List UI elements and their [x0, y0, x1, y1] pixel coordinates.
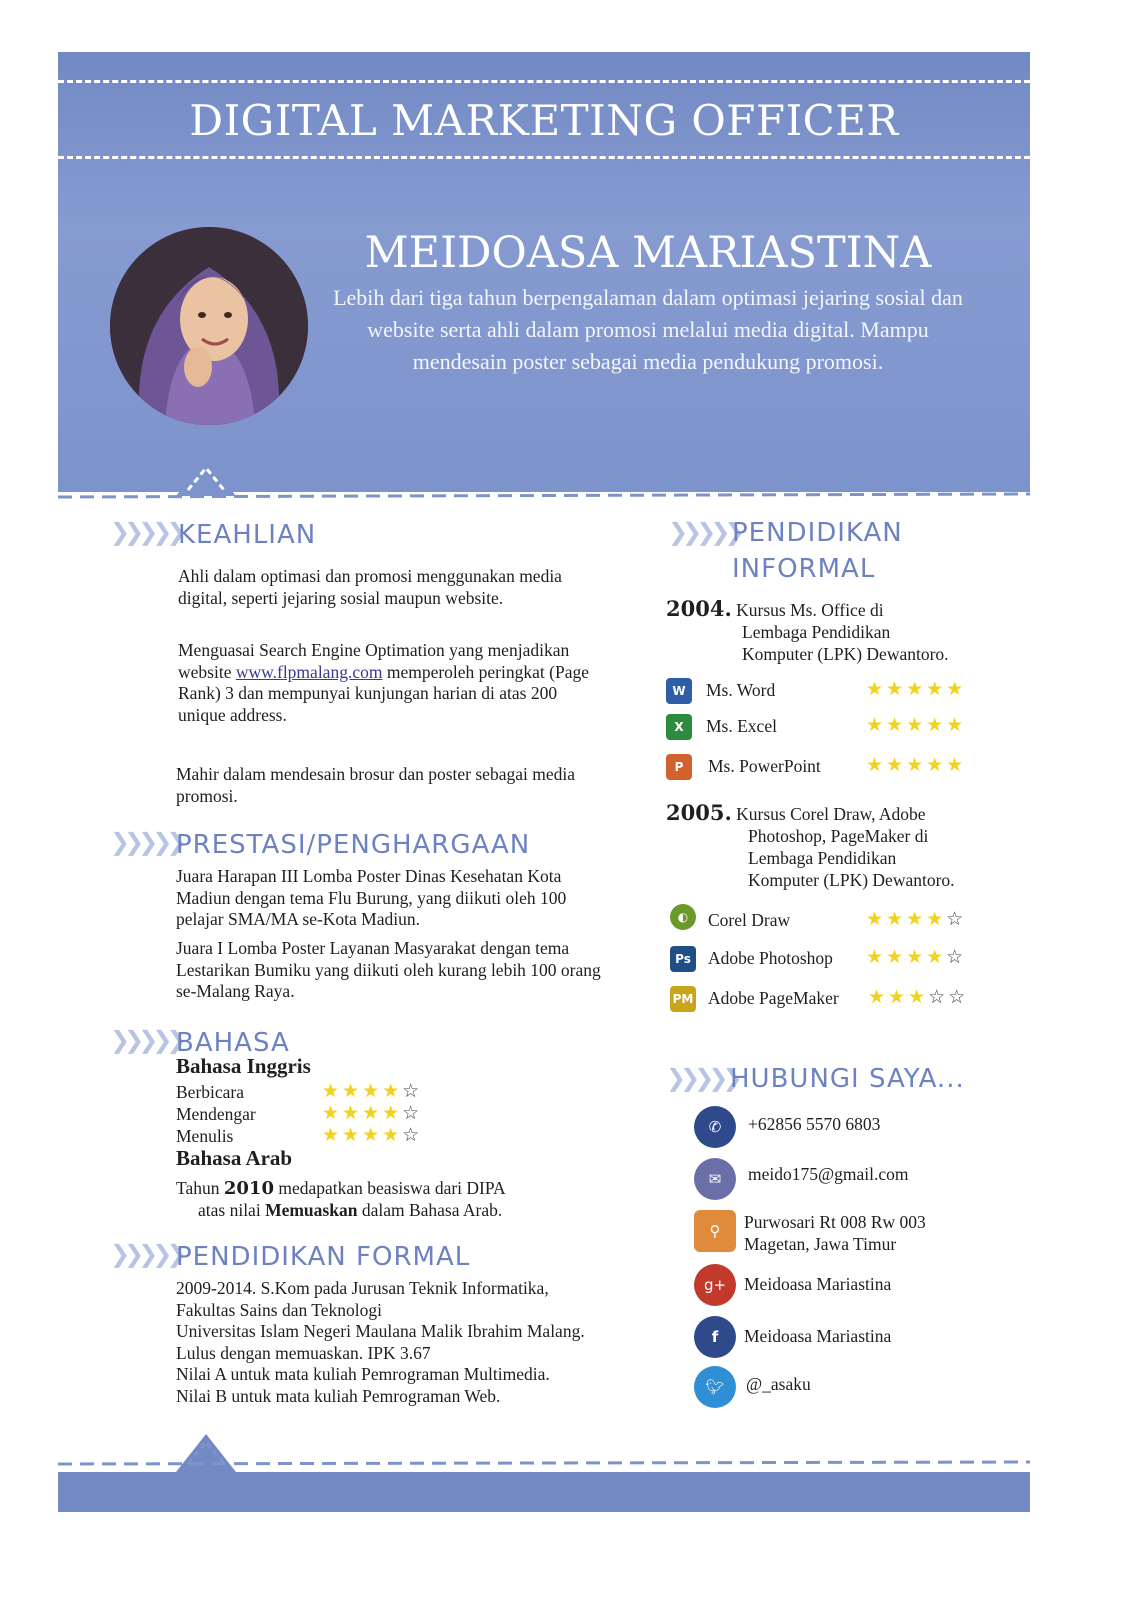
footer-bar: [58, 1472, 1030, 1512]
top-dashed-line: [58, 80, 1030, 83]
keahlian-paragraph-2: [178, 640, 608, 726]
formal-chevrons-icon: ❯❯❯❯❯: [110, 1240, 181, 1268]
skill-rating-mendengar: ★★★★☆: [322, 1102, 423, 1124]
design-skill-pagemaker: Adobe PageMaker: [708, 988, 839, 1008]
bahasa-title: BAHASA: [176, 1028, 290, 1058]
skill-label-mendengar: Mendengar: [176, 1104, 256, 1124]
prestasi-title: PRESTASI/PENGHARGAAN: [176, 830, 531, 860]
course1-line1: Kursus Ms. Office di: [736, 600, 884, 620]
keahlian-p2-text: Menguasai Search Engine Optimation yang menjadikan website: [178, 640, 570, 682]
header-divider: [58, 452, 1030, 502]
design-skill-photoshop: Adobe Photoshop: [708, 948, 833, 968]
powerpoint-icon: P: [666, 754, 692, 780]
keahlian-chevrons-icon: ❯❯❯❯❯: [110, 518, 181, 546]
skill-rating-berbicara: ★★★★☆: [322, 1080, 423, 1102]
website-link[interactable]: www.flpmalang.com: [235, 661, 383, 682]
course1-line2: Lembaga Pendidikan: [742, 622, 891, 642]
word-icon: W: [666, 678, 692, 704]
office-skill-excel: Ms. Excel: [706, 716, 777, 736]
rating-pagemaker: ★★★☆☆: [868, 986, 969, 1008]
office-skill-word: Ms. Word: [706, 680, 776, 700]
twitter-icon: 🐦︎: [694, 1366, 736, 1408]
bahasa-inggris-heading: Bahasa Inggris: [176, 1054, 311, 1078]
contact-email[interactable]: meido175@gmail.com: [748, 1164, 909, 1184]
informal-year-2004: [666, 598, 884, 622]
header-banner: [58, 52, 1030, 492]
formal-line: Universitas Islam Negeri Maulana Malik Ibrahim Malang.: [176, 1321, 585, 1341]
keahlian-title: KEAHLIAN: [178, 520, 317, 550]
google-plus-icon: g+: [694, 1264, 736, 1306]
formal-line: Nilai B untuk mata kuliah Pemrograman Web.: [176, 1385, 501, 1406]
informal-title-line2: INFORMAL: [732, 554, 876, 584]
course2-line3: Lembaga Pendidikan: [748, 848, 897, 868]
informal-title-line1: PENDIDIKAN: [732, 518, 903, 548]
bahasa-chevrons-icon: ❯❯❯❯❯: [110, 1026, 181, 1054]
prestasi-chevrons-icon: ❯❯❯❯❯: [110, 828, 181, 856]
rating-powerpoint: ★★★★★: [866, 754, 967, 776]
contact-address-line2: Magetan, Jawa Timur: [744, 1234, 897, 1254]
rating-photoshop: ★★★★☆: [866, 946, 967, 968]
profile-photo: [110, 227, 308, 425]
photoshop-icon: Ps: [670, 946, 696, 972]
skill-label-berbicara: Berbicara: [176, 1082, 245, 1102]
contact-twitter[interactable]: @_asaku: [746, 1374, 811, 1394]
job-title: DIGITAL MARKETING OFFICER: [189, 96, 899, 145]
bahasa-arab-heading: Bahasa Arab: [176, 1146, 293, 1170]
year-2005: 2005.: [666, 800, 732, 825]
formal-line: Lulus dengan memuaskan. IPK 3.67: [176, 1342, 431, 1363]
informal-year-2005: [666, 802, 926, 826]
rating-excel: ★★★★★: [866, 714, 967, 736]
title-dashed-line: [58, 156, 1030, 159]
formal-title: PENDIDIKAN FORMAL: [176, 1242, 471, 1272]
informal-chevrons-icon: ❯❯❯❯❯: [668, 518, 739, 546]
contact-facebook[interactable]: Meidoasa Mariastina: [744, 1326, 892, 1346]
facebook-icon: f: [694, 1316, 736, 1358]
contact-title: HUBUNGI SAYA...: [730, 1064, 965, 1094]
arab-mid: medapatkan beasiswa dari DIPA: [273, 1178, 506, 1198]
footer-divider: [58, 1424, 1030, 1474]
phone-icon: ✆: [694, 1106, 736, 1148]
arab-line2-suffix: dalam Bahasa Arab.: [357, 1199, 503, 1220]
course1-line3: Komputer (LPK) Dewantoro.: [742, 644, 949, 664]
formal-line: Nilai A untuk mata kuliah Pemrograman Multimedia.: [176, 1364, 550, 1384]
skill-rating-menulis: ★★★★☆: [322, 1124, 423, 1146]
resume-page: [58, 52, 1030, 1540]
year-2004: 2004.: [666, 596, 732, 621]
arab-prefix: Tahun: [176, 1178, 224, 1198]
contact-google-plus[interactable]: Meidoasa Mariastina: [744, 1274, 892, 1294]
rating-coreldraw: ★★★★☆: [866, 908, 967, 930]
office-skill-powerpoint: Ms. PowerPoint: [708, 756, 821, 776]
pagemaker-icon: PM: [670, 986, 696, 1012]
course2-line1: Kursus Corel Draw, Adobe: [736, 804, 926, 824]
contact-chevrons-icon: ❯❯❯❯❯: [666, 1064, 737, 1092]
design-skill-coreldraw: Corel Draw: [708, 910, 791, 930]
email-icon: ✉: [694, 1158, 736, 1200]
formal-line: 2009-2014. S.Kom pada Jurusan Teknik Informatika,: [176, 1278, 549, 1298]
keahlian-p2-text-end: memperoleh peringkat (Page Rank) 3 dan mempunyai kunjungan harian di atas 200 unique address.: [178, 661, 589, 725]
keahlian-paragraph-3: Mahir dalam mendesain brosur dan poster sebagai media promosi.: [176, 764, 575, 806]
skill-label-menulis: Menulis: [176, 1126, 234, 1146]
coreldraw-icon: ◐: [670, 904, 696, 930]
bahasa-arab-desc: [176, 1178, 616, 1221]
course2-line2: Photoshop, PageMaker di: [748, 826, 929, 846]
contact-address-line1: Purwosari Rt 008 Rw 003: [744, 1212, 926, 1232]
course2-line4: Komputer (LPK) Dewantoro.: [748, 870, 955, 890]
keahlian-paragraph-1: Ahli dalam optimasi dan promosi menggunakan media digital, seperti jejaring sosial maupun website.: [178, 566, 562, 608]
arab-bold: Memuaskan: [265, 1199, 358, 1220]
formal-line: Fakultas Sains dan Teknologi: [176, 1299, 383, 1320]
map-pin-icon: ⚲: [694, 1210, 736, 1252]
prestasi-paragraph-1: Juara Harapan III Lomba Poster Dinas Kesehatan Kota Madiun dengan tema Flu Burung, yang diikuti oleh 100 pelajar SMA/MA se-Kota Madiun.: [176, 866, 567, 929]
contact-phone[interactable]: +62856 5570 6803: [748, 1114, 881, 1134]
candidate-name: MEIDOASA MARIASTINA: [364, 228, 932, 278]
profile-summary: Lebih dari tiga tahun berpengalaman dalam optimasi jejaring sosial dan website serta ahli dalam promosi melalui media digital. Mampu mendesain poster sebagai media pendukung promosi.: [333, 285, 963, 374]
prestasi-paragraph-2: Juara I Lomba Poster Layanan Masyarakat dengan tema Lestarikan Bumiku yang diikuti oleh kurang lebih 100 orang se-Malang Raya.: [176, 938, 601, 1001]
excel-icon: X: [666, 714, 692, 740]
rating-word: ★★★★★: [866, 678, 967, 700]
arab-line2-prefix: atas nilai: [198, 1199, 266, 1220]
arab-year: 2010: [223, 1178, 274, 1199]
formal-details: [176, 1278, 696, 1407]
